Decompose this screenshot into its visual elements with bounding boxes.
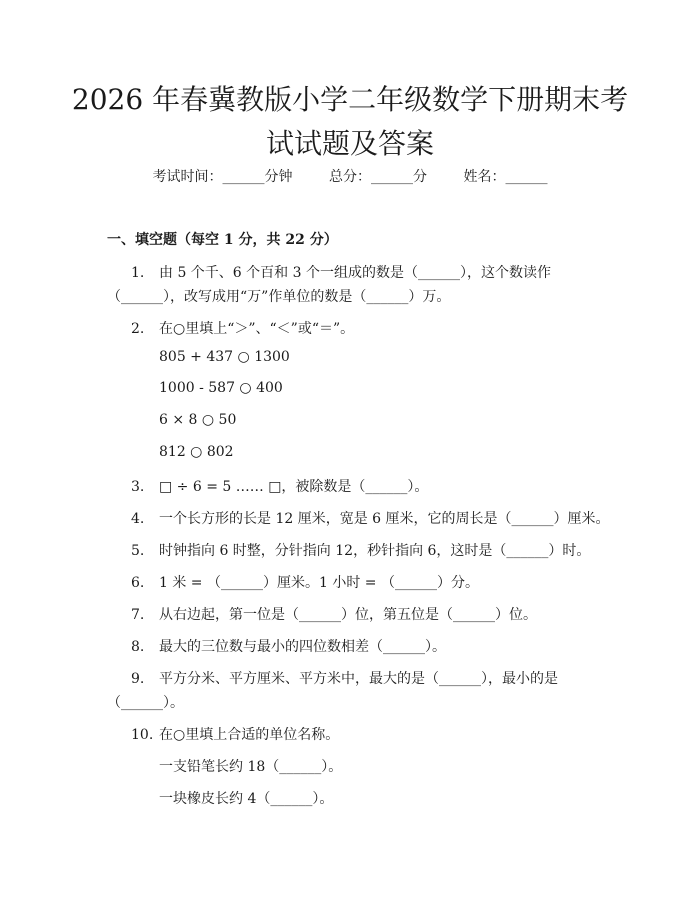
student-name: 姓名：______ <box>463 169 548 185</box>
question-number: 7. <box>131 607 145 623</box>
question-text: 平方分米、平方厘米、平方米中，最大的是（______），最小的是 <box>159 671 558 687</box>
question-number: 1. <box>131 265 145 281</box>
question-text: □ ÷ 6 = 5 …… □，被除数是（______）。 <box>159 479 429 495</box>
unit-item: 一支铅笔长约 18（______）。 <box>159 759 343 775</box>
question-2 <box>131 318 354 338</box>
question-1 <box>131 262 551 282</box>
question-number: 6. <box>131 575 145 591</box>
question-text: 1 米 = （______）厘米。1 小时 = （______）分。 <box>159 575 479 591</box>
question-number: 3. <box>131 479 145 495</box>
question-8 <box>131 636 446 656</box>
question-number: 2. <box>131 321 145 337</box>
section-heading: 一、填空题（每空 1 分，共 22 分） <box>107 232 338 248</box>
question-text: 最大的三位数与最小的四位数相差（______）。 <box>159 639 446 655</box>
question-9 <box>131 668 558 688</box>
question-4 <box>131 508 610 528</box>
compare-item: 1000 - 587 ○ 400 <box>159 380 283 396</box>
question-3 <box>131 476 428 496</box>
question-number: 4. <box>131 511 145 527</box>
question-number: 10. <box>131 727 154 743</box>
question-number: 9. <box>131 671 145 687</box>
exam-time: 考试时间：______分钟 <box>152 169 293 185</box>
question-text: 从右边起，第一位是（______）位，第五位是（______）位。 <box>159 607 537 623</box>
question-number: 5. <box>131 543 145 559</box>
total-score: 总分：______分 <box>329 169 427 185</box>
question-10 <box>131 724 339 744</box>
page-title <box>60 78 640 166</box>
question-text: 一个长方形的长是 12 厘米，宽是 6 厘米，它的周长是（______）厘米。 <box>159 511 610 527</box>
exam-info <box>0 166 700 186</box>
question-number: 8. <box>131 639 145 655</box>
question-5 <box>131 540 590 560</box>
question-7 <box>131 604 537 624</box>
question-text: 在○里填上“＞”、“＜”或“＝”。 <box>159 321 355 337</box>
question-text: 由 5 个千、6 个百和 3 个一组成的数是（______），这个数读作 <box>159 265 551 281</box>
compare-item: 6 × 8 ○ 50 <box>159 412 237 428</box>
question-text: 在○里填上合适的单位名称。 <box>159 727 340 743</box>
question-6 <box>131 572 479 592</box>
question-text: 时钟指向 6 时整，分针指向 12，秒针指向 6，这时是（______）时。 <box>159 543 591 559</box>
title-line-1: 2026 年春冀教版小学二年级数学下册期末考 <box>71 83 629 116</box>
compare-item: 812 ○ 802 <box>159 444 234 460</box>
compare-item: 805 + 437 ○ 1300 <box>159 349 290 365</box>
question-9-continued: （______）。 <box>107 695 184 711</box>
unit-item: 一块橡皮长约 4（______）。 <box>159 791 334 807</box>
title-line-2: 试试题及答案 <box>265 127 434 160</box>
question-1-continued: （______），改写成用“万”作单位的数是（______）万。 <box>107 289 451 305</box>
